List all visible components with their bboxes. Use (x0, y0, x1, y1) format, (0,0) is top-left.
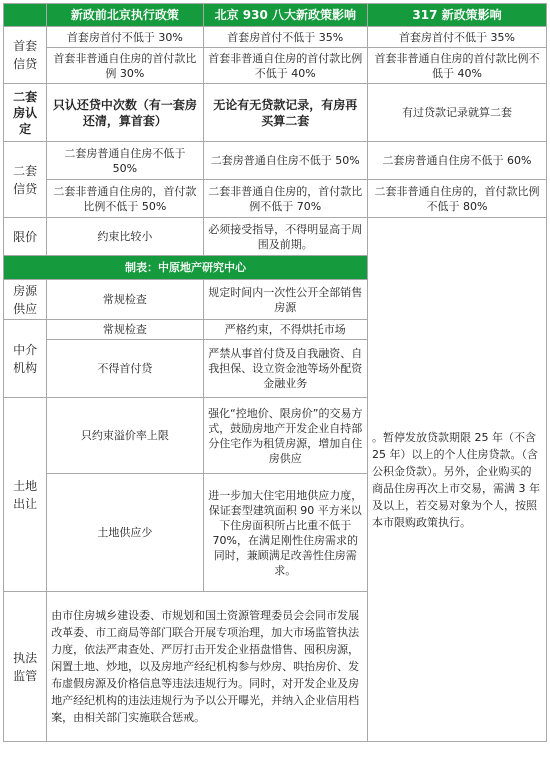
table-cell: 二套房普通自住房不低于 60% (368, 142, 547, 180)
header-row (4, 4, 547, 27)
policy-317-cell: 。暂停发放贷款期限 25 年（不含 25 年）以上的个人住房贷款。（含公积金贷款）。另外，企业购买的商品住房再次上市交易，需满 3 年及以上，若交易对象为个人，按照本市限购政策执行。 (368, 218, 547, 742)
table-cell: 二套非普通自住房的，首付款比例不低于 80% (368, 180, 547, 218)
table-cell: 规定时间内一次性公开全部销售房源 (203, 280, 368, 320)
category-second-recognition: 二套房认定 (4, 84, 47, 142)
table-row (4, 27, 547, 48)
table-cell: 约束比较小 (47, 218, 203, 256)
table-cell: 首套非普通自住房的首付款比例不低于 40% (203, 48, 368, 84)
table-row (4, 180, 547, 218)
category-price-limit: 限价 (4, 218, 47, 256)
header-317-policy: 317 新政策影响 (368, 4, 547, 27)
category-land: 土地出让 (4, 398, 47, 592)
source-line: 制表：中原地产研究中心 (4, 256, 368, 280)
table-cell: 严格约束，不得烘托市场 (203, 320, 368, 340)
category-agency: 中介机构 (4, 320, 47, 398)
category-housing-supply: 房源供应 (4, 280, 47, 320)
header-pre-policy: 新政前北京执行政策 (47, 4, 203, 27)
table-cell: 不得首付贷 (47, 340, 203, 398)
policy-comparison-table (3, 3, 547, 742)
table-row (4, 84, 547, 142)
table-cell: 只约束溢价率上限 (47, 398, 203, 474)
table-cell: 首套房首付不低于 30% (47, 27, 203, 48)
table-cell: 首套非普通自住房的首付款比例不低于 40% (368, 48, 547, 84)
table-cell: 严禁从事首付贷及自我融资、自我担保、设立资金池等场外配资金融业务 (203, 340, 368, 398)
category-first-loan: 首套信贷 (4, 27, 47, 84)
table-row (4, 218, 547, 256)
table-row (4, 142, 547, 180)
table-cell: 常规检查 (47, 320, 203, 340)
table-cell: 二套房普通自住房不低于 50% (47, 142, 203, 180)
category-second-loan: 二套信贷 (4, 142, 47, 218)
table-cell: 土地供应少 (47, 474, 203, 592)
header-930-policy: 北京 930 八大新政策影响 (203, 4, 368, 27)
table-cell: 必须接受指导，不得明显高于周围及前期。 (203, 218, 368, 256)
table-cell: 进一步加大住宅用地供应力度，保证套型建筑面积 90 平方米以下住房面积所占比重不低于 70%，在满足刚性住房需求的同时，兼顾满足改善性住房需求。 (203, 474, 368, 592)
header-corner (4, 4, 47, 27)
table-cell: 由市住房城乡建设委、市规划和国土资源管理委员会会同市发展改革委、市工商局等部门联合开展专项治理，加大市场监管执法力度，依法严肃查处、严厉打击开发企业捂盘惜售、囤积房源，闲置土地、炒地，以及房地产经纪机构参与炒房、哄抬房价、发布虚假房源及价格信息等违法违规行为。同时，对开发企业及房地产经纪机构的违法违规行为予以公开曝光，并纳入企业信用档案，由相关部门实施联合惩戒。 (47, 592, 368, 742)
table-cell: 二套非普通自住房的，首付款比例不低于 70% (203, 180, 368, 218)
table-cell: 无论有无贷款记录，有房再买算二套 (203, 84, 368, 142)
table-cell: 首套房首付不低于 35% (203, 27, 368, 48)
table-cell: 有过贷款记录就算二套 (368, 84, 547, 142)
table-cell: 首套房首付不低于 35% (368, 27, 547, 48)
table-cell: 只认还贷中次数（有一套房还清，算首套） (47, 84, 203, 142)
category-enforcement: 执法监管 (4, 592, 47, 742)
table-cell: 二套非普通自住房的，首付款比例不低于 50% (47, 180, 203, 218)
table-row (4, 48, 547, 84)
table-cell: 二套房普通自住房不低于 50% (203, 142, 368, 180)
table-cell: 强化“控地价、限房价”的交易方式，鼓励房地产开发企业自持部分住宅作为租赁房源，增加自住房供应 (203, 398, 368, 474)
table-cell: 首套非普通自住房的首付款比例 30% (47, 48, 203, 84)
table-cell: 常规检查 (47, 280, 203, 320)
